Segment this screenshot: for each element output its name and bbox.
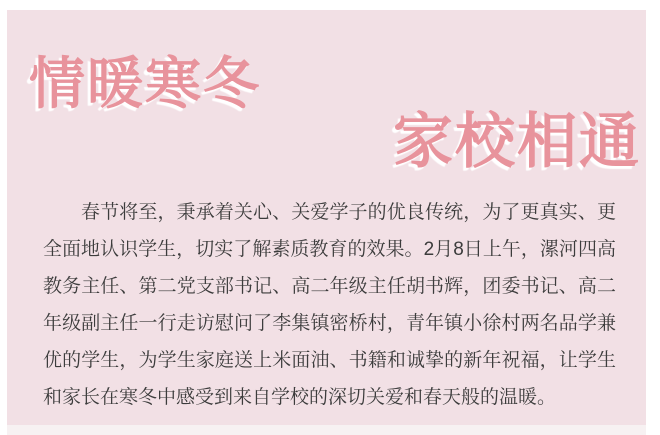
article-paragraph: 春节将至，秉承着关心、关爱学子的优良传统，为了更真实、更全面地认识学生，切实了解素质教育的效果。2月8日上午，漯河四高教务主任、第二党支部书记、高二年级主任胡书辉，团委书记、高二年级副主任一行走访慰问了李集镇密桥村，青年镇小徐村两名品学兼优的学生，为学生家庭送上米面油、书籍和诚挚的新年祝福，让学生和家长在寒冬中感受到来自学校的深切关爱和春天般的温暖。: [43, 202, 616, 408]
banner-title-secondary: 家校相通: [393, 108, 641, 175]
article-panel: [7, 10, 646, 425]
banner-title-primary: 情暖寒冬: [29, 52, 261, 115]
footer-strip: [7, 425, 646, 435]
